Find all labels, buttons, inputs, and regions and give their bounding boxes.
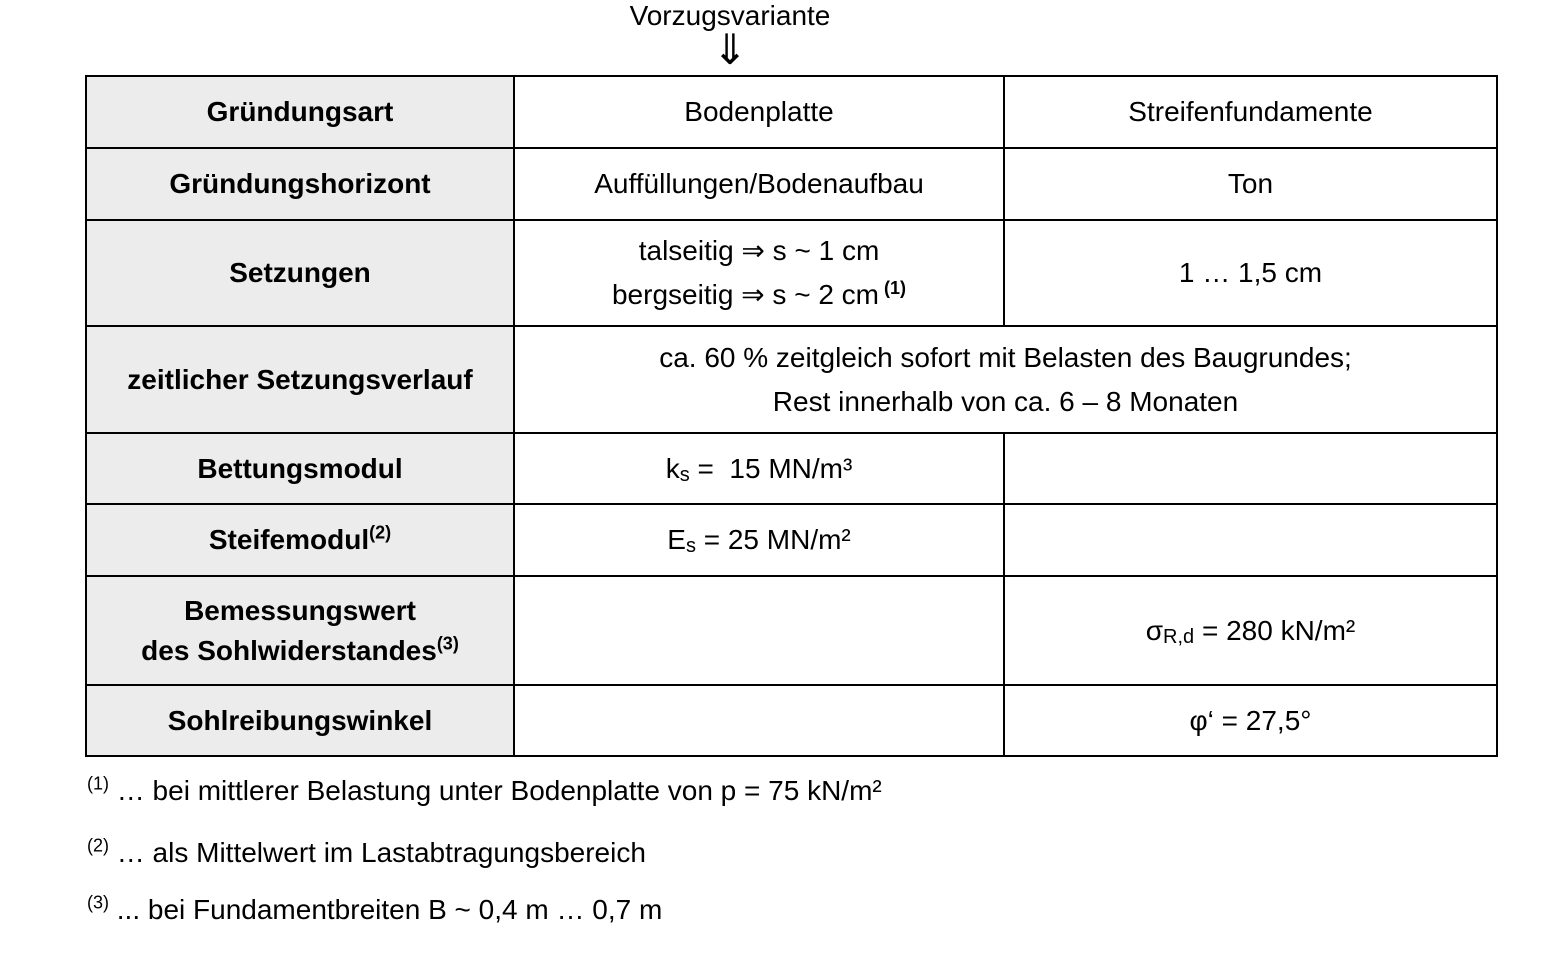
footnote-3-reference: (3): [436, 633, 459, 654]
row-label-line-1: Bemessungswert: [184, 594, 416, 626]
table-row-gruendungsart: [86, 76, 1497, 148]
bodenplatte-cell: [514, 504, 1004, 576]
row-label-cell: Gründungshorizont: [86, 148, 514, 220]
footnote-3-text: ... bei Fundamentbreiten B ~ 0,4 m … 0,7 m: [116, 894, 663, 925]
symbol-subscript: s: [685, 535, 696, 557]
streifenfundamente-cell-empty: [1004, 504, 1497, 576]
streifenfundamente-cell: Streifenfundamente: [1004, 76, 1497, 148]
row-label-cell: Setzungen: [86, 220, 514, 326]
bodenplatte-cell-empty: [514, 685, 1004, 756]
footnote-3: [87, 893, 662, 927]
table-row-bettungsmodul: [86, 433, 1497, 504]
table-row-setzungsverlauf: [86, 326, 1497, 433]
row-label-cell: Bettungsmodul: [86, 433, 514, 504]
footnote-2-text: … als Mittelwert im Lastabtragungsbereich: [116, 837, 646, 868]
row-label-cell: Gründungsart: [86, 76, 514, 148]
row-label-text: Steifemodul: [208, 524, 370, 555]
footnote-1-text: … bei mittlerer Belastung unter Bodenplatte von p = 75 kN/m²: [116, 775, 882, 806]
footnote-3-marker: (3): [87, 892, 109, 913]
page-title: Vorzugsvariante: [629, 0, 831, 31]
symbol-subscript: s: [679, 463, 690, 486]
table-row-setzungen: [86, 220, 1497, 326]
symbol-base: σ: [1145, 614, 1164, 646]
row-label-cell: Sohlreibungswinkel: [86, 685, 514, 756]
table-row-sohlreibungswinkel: [86, 685, 1497, 756]
setzungsverlauf-line-1: ca. 60 % zeitgleich sofort mit Belasten des Baugrundes;: [659, 341, 1352, 373]
row-label-text: des Sohlwiderstandes: [141, 634, 437, 666]
streifenfundamente-cell: [1004, 576, 1497, 685]
row-label-cell: [86, 504, 514, 576]
footnote-1-reference: (1): [884, 277, 906, 298]
footnote-2-marker: (2): [87, 835, 109, 856]
preferred-variant-header: [0, 0, 1460, 73]
table-row-bemessungswert: [86, 576, 1497, 685]
footnote-1: [87, 774, 882, 808]
row-label-line-2: [95, 631, 505, 671]
value-text: = 280 kN/m²: [1194, 614, 1356, 646]
bodenplatte-cell: [514, 220, 1004, 326]
setzungsverlauf-line-2: Rest innerhalb von ca. 6 – 8 Monaten: [772, 385, 1239, 417]
footnote-2-reference: (2): [369, 522, 392, 543]
value-text: = 25 MN/m²: [695, 524, 851, 555]
foundation-comparison-table: [85, 75, 1498, 757]
footnote-2: [87, 836, 646, 870]
symbol-base: k: [665, 452, 680, 484]
bodenplatte-cell: Bodenplatte: [514, 76, 1004, 148]
setzungen-line-bergseitig: [523, 273, 995, 317]
setzungen-line-talseitig: talseitig ⇒ s ~ 1 cm: [638, 235, 880, 266]
streifenfundamente-cell: Ton: [1004, 148, 1497, 220]
merged-value-cell: [514, 326, 1497, 433]
double-down-arrow-icon: ⇓: [712, 26, 748, 73]
value-text: = 15 MN/m³: [689, 452, 853, 484]
setzungen-bergseitig-text: bergseitig ⇒ s ~ 2 cm: [611, 279, 879, 310]
streifenfundamente-cell: 1 … 1,5 cm: [1004, 220, 1497, 326]
row-label-cell: [86, 576, 514, 685]
symbol-base: E: [667, 524, 686, 555]
table-row-gruendungshorizont: [86, 148, 1497, 220]
streifenfundamente-cell-empty: [1004, 433, 1497, 504]
bodenplatte-cell-empty: [514, 576, 1004, 685]
symbol-subscript: R,d: [1163, 625, 1195, 648]
footnote-1-marker: (1): [87, 773, 109, 794]
bodenplatte-cell: Auffüllungen/Bodenaufbau: [514, 148, 1004, 220]
streifenfundamente-cell: φ‘ = 27,5°: [1004, 685, 1497, 756]
table-row-steifemodul: [86, 504, 1497, 576]
bodenplatte-cell: [514, 433, 1004, 504]
row-label-cell: zeitlicher Setzungsverlauf: [86, 326, 514, 433]
